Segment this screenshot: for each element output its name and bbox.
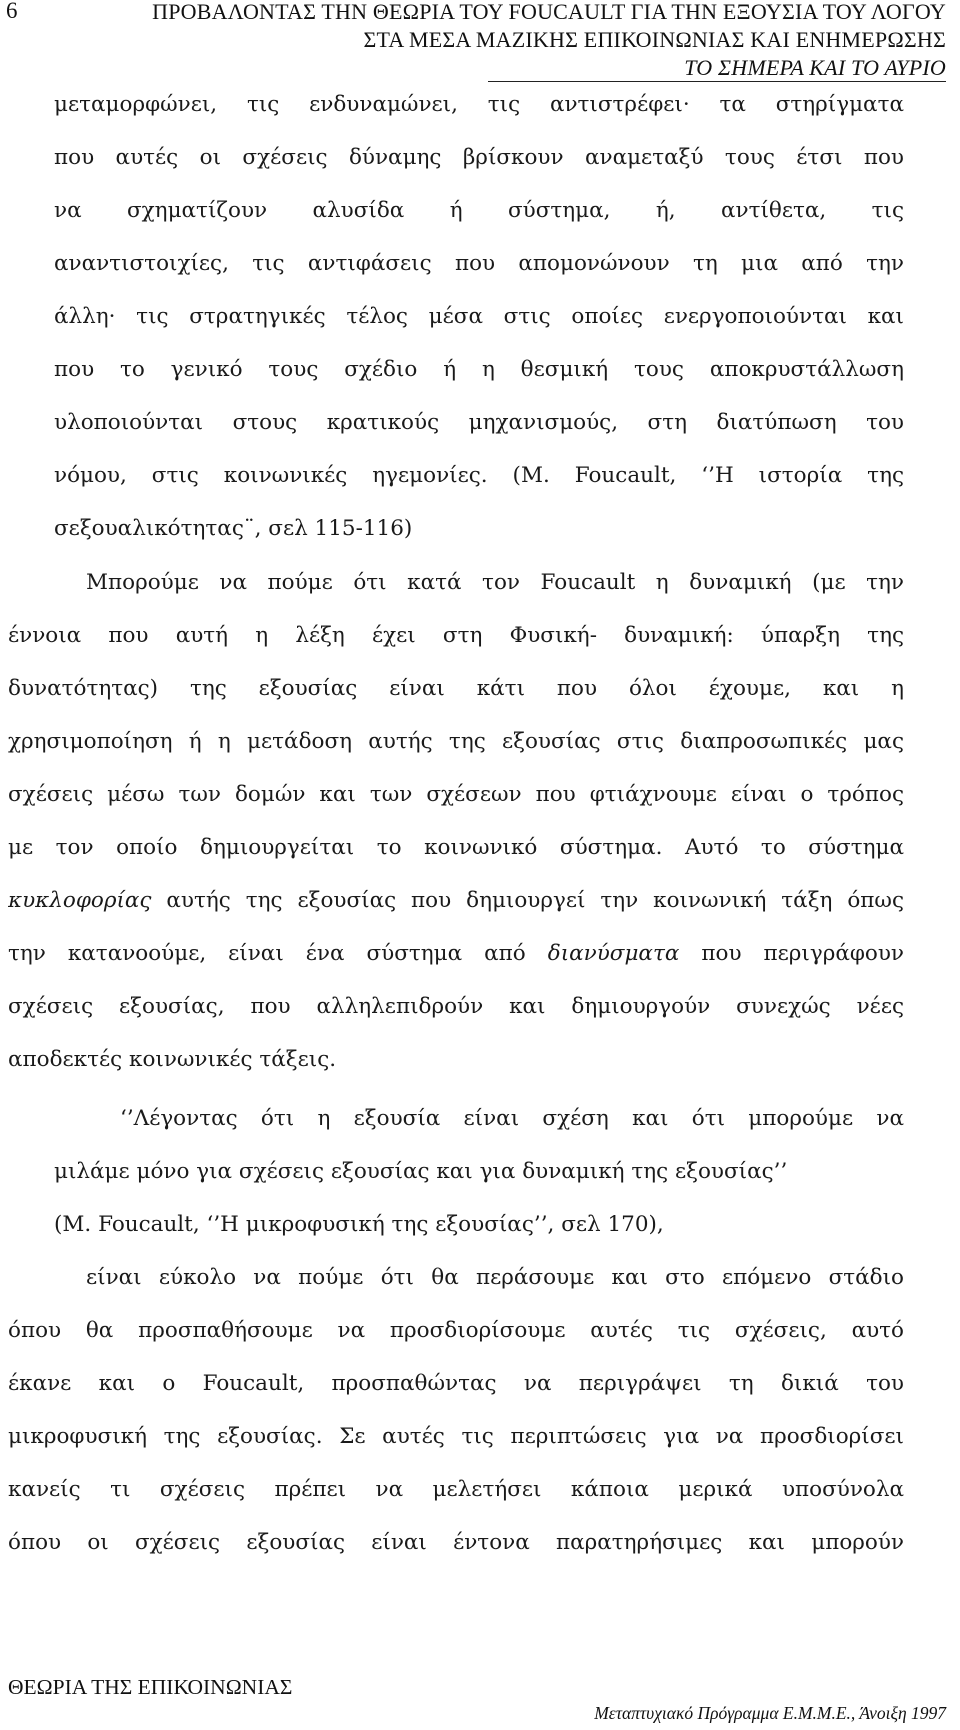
quote-line: ‘’Λέγοντας ότι η εξουσία είναι σχέση και ότι μπορούμε να [120, 1106, 904, 1131]
paragraph-line: χρησιμοποίηση ή η μετάδοση αυτής της εξουσίας στις διαπροσωπικές μας [8, 729, 904, 754]
quote-line: νόμου, στις κοινωνικές ηγεμονίες. (Μ. Foucault, ‘’Η ιστορία της [54, 463, 904, 488]
header-title-line-3: ΤΟ ΣΗΜΕΡΑ ΚΑΙ ΤΟ ΑΥΡΙΟ [684, 55, 946, 80]
quote-line: μεταμορφώνει, τις ενδυναμώνει, τις αντιστρέφει· τα στηρίγματα [54, 92, 904, 117]
header-title-line-2: ΣΤΑ ΜΕΣΑ ΜΑΖΙΚΗΣ ΕΠΙΚΟΙΝΩΝΙΑΣ ΚΑΙ ΕΝΗΜΕΡΩΣΗΣ [363, 27, 946, 52]
paragraph-line: δυνατότητας) της εξουσίας είναι κάτι που όλοι έχουμε, και η [8, 676, 904, 701]
paragraph-line: Μπορούμε να πούμε ότι κατά τον Foucault η δυναμική (με την [86, 570, 904, 595]
running-header [152, 0, 946, 82]
text-run: την κατανοούμε, είναι ένα σύστημα από [8, 941, 548, 966]
italic-term: κυκλοφορίας [8, 888, 152, 913]
quote-line: μιλάμε μόνο για σχέσεις εξουσίας και για δυναμική της εξουσίας’’ [54, 1159, 788, 1184]
footer-program-info: Μεταπτυχιακό Πρόγραμμα Ε.Μ.Μ.Ε., Άνοιξη 1997 [594, 1703, 946, 1723]
paragraph-line: όπου θα προσπαθήσουμε να προσδιορίσουμε αυτές τις σχέσεις, αυτό [8, 1318, 904, 1343]
page-number: 6 [6, 0, 18, 23]
quote-line: να σχηματίζουν αλυσίδα ή σύστημα, ή, αντίθετα, τις [54, 198, 904, 223]
quote-line: άλλη· τις στρατηγικές τέλος μέσα στις οποίες ενεργοποιούνται και [54, 304, 904, 329]
header-title-line-1: ΠΡΟΒΑΛΟΝΤΑΣ ΤΗΝ ΘΕΩΡΙΑ ΤΟΥ FOUCAULT ΓΙΑ ΤΗΝ ΕΞΟΥΣΙΑ ΤΟΥ ΛΟΓΟΥ [152, 0, 946, 24]
paragraph-line: είναι εύκολο να πούμε ότι θα περάσουμε και στο επόμενο στάδιο [86, 1265, 904, 1290]
paragraph-line: κανείς τι σχέσεις πρέπει να μελετήσει κάποια μερικά υποσύνολα [8, 1477, 904, 1502]
paragraph-line: σχέσεις μέσω των δομών και των σχέσεων που φτιάχνουμε είναι ο τρόπος [8, 782, 904, 807]
paragraph-line: αποδεκτές κοινωνικές τάξεις. [8, 1047, 337, 1072]
paragraph-line: όπου οι σχέσεις εξουσίας είναι έντονα παρατηρήσιμες και μπορούν [8, 1530, 904, 1555]
italic-term: διανύσματα [547, 941, 680, 966]
paragraph-line: μικροφυσική της εξουσίας. Σε αυτές τις περιπτώσεις για να προσδιορίσει [8, 1424, 904, 1449]
paragraph-line: σχέσεις εξουσίας, που αλληλεπιδρούν και δημιουργούν συνεχώς νέες [8, 994, 904, 1019]
paragraph-line [8, 939, 904, 971]
header-rule [488, 81, 946, 82]
quote-line: που αυτές οι σχέσεις δύναμης βρίσκουν αναμεταξύ τους έτσι που [54, 145, 904, 170]
paragraph-line: με τον οποίο δημιουργείται το κοινωνικό σύστημα. Αυτό το σύστημα [8, 835, 904, 860]
text-run: που περιγράφουν [679, 941, 904, 966]
quote-line: που το γενικό τους σχέδιο ή η θεσμική τους αποκρυστάλλωση [54, 357, 904, 382]
quote-line: αναντιστοιχίες, τις αντιφάσεις που απομονώνουν τη μια από την [54, 251, 904, 276]
paragraph-line: έννοια που αυτή η λέξη έχει στη Φυσική- δυναμική: ύπαρξη της [8, 623, 904, 648]
paragraph-line: έκανε και ο Foucault, προσπαθώντας να περιγράψει τη δικιά του [8, 1371, 904, 1396]
paragraph-line [8, 886, 904, 918]
quote-line: σεξουαλικότητας¨, σελ 115-116) [54, 516, 413, 541]
quote-line: υλοποιούνται στους κρατικούς μηχανισμούς, στη διατύπωση του [54, 410, 904, 435]
footer-course-title: ΘΕΩΡΙΑ ΤΗΣ ΕΠΙΚΟΙΝΩΝΙΑΣ [8, 1675, 293, 1699]
text-run: αυτής της εξουσίας που δημιουργεί την κοινωνική τάξη όπως [151, 888, 904, 913]
quote-line: (Μ. Foucault, ‘’Η μικροφυσική της εξουσίας’’, σελ 170), [54, 1212, 664, 1237]
